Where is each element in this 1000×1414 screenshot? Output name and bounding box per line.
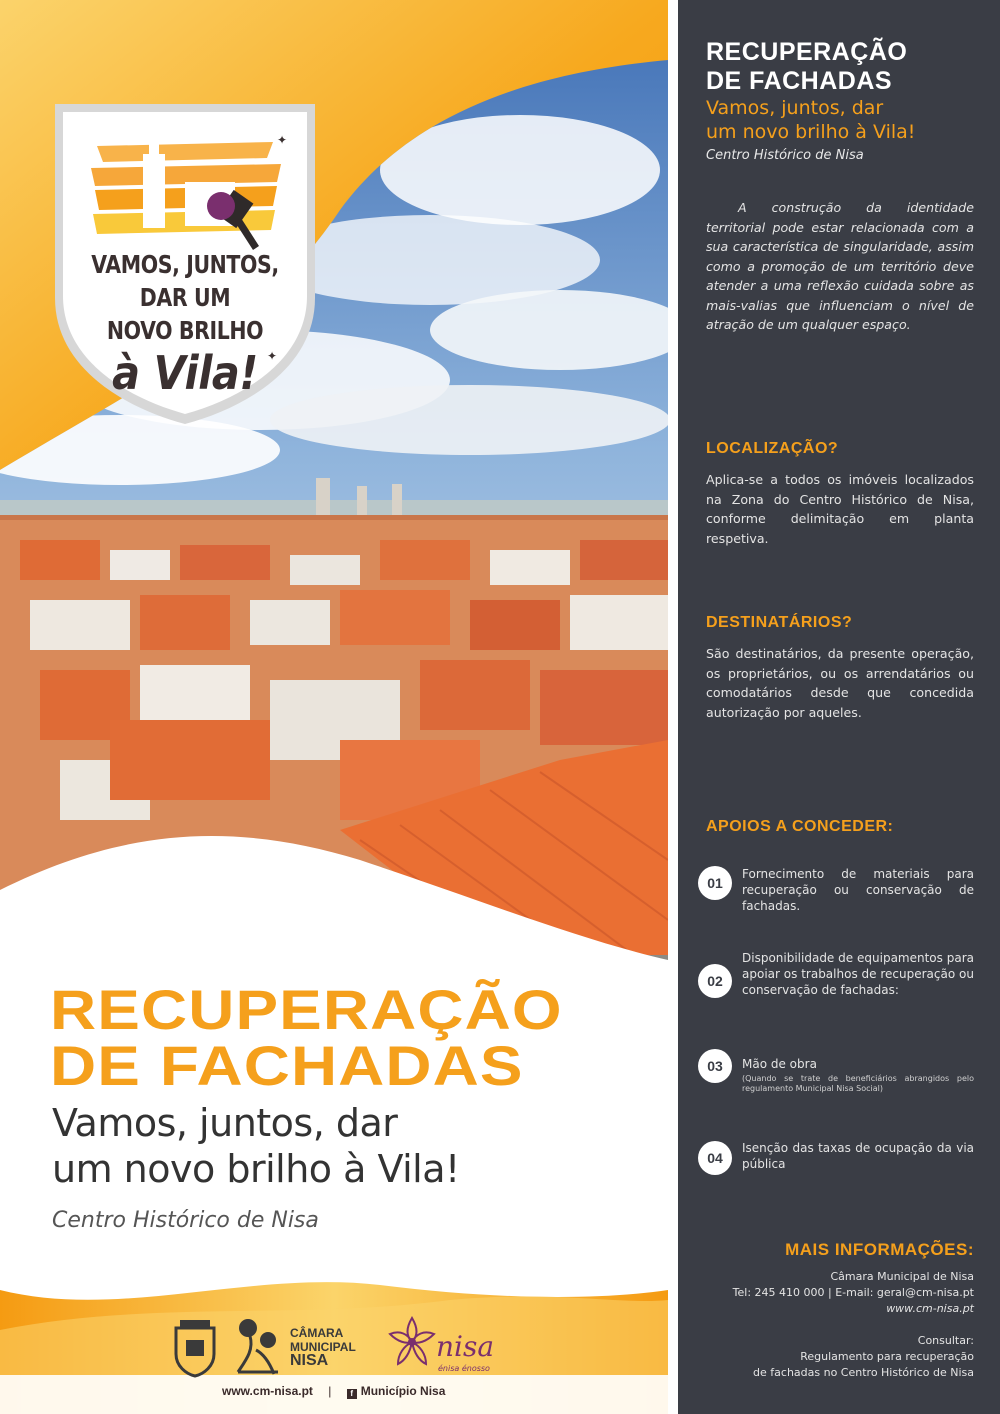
badge-line-2: DAR UM (139, 283, 231, 312)
nisa-brand-tagline: énisa énosso (438, 1364, 490, 1373)
svg-text:✦: ✦ (277, 133, 288, 147)
contact-name: Câmara Municipal de Nisa (830, 1270, 974, 1283)
support-item-label: Isenção das taxas de ocupação da via pública (742, 1141, 974, 1171)
svg-text:✦: ✦ (267, 349, 278, 363)
support-item-number: 02 (698, 964, 732, 998)
info-panel (678, 0, 1000, 1414)
nisa-brand: nisa (436, 1330, 495, 1363)
badge-line-1: VAMOS, JUNTOS, (91, 250, 279, 279)
support-item-text (742, 1140, 974, 1172)
support-item-note: (Quando se trate de beneficiários abrangidos pelo regulamento Municipal Nisa Social) (742, 1074, 974, 1093)
main-title (50, 978, 563, 1097)
council-name-line-3: NISA (290, 1352, 329, 1369)
main-subtitle (52, 1100, 460, 1192)
website-link[interactable]: www.cm-nisa.pt (222, 1384, 313, 1398)
location-heading: LOCALIZAÇÃO? (706, 440, 839, 457)
nisa-flower-logo-icon (384, 1312, 440, 1372)
footer-links (222, 1384, 445, 1399)
support-item-label: Mão de obra (742, 1057, 817, 1071)
consult-line-1: Regulamento para recuperação (800, 1350, 974, 1363)
consult-line-2: de fachadas no Centro Histórico de Nisa (753, 1366, 974, 1379)
main-place: Centro Histórico de Nisa (52, 1208, 319, 1233)
panel-intro: A construção da identidade territorial pode estar relacionada com a sua característica de singularidade, assim como a promoção de um território deve atender a uma reflexão cuidada sobre as mais-valias que influenciam o nível de atração de um qualquer espaço. (706, 200, 974, 332)
council-name-line-2: MUNICIPAL (290, 1340, 356, 1354)
council-name-line-1: CÂMARA (290, 1326, 344, 1340)
council-name (290, 1326, 356, 1368)
panel-place: Centro Histórico de Nisa (706, 148, 864, 163)
support-item-label: Disponibilidade de equipamentos para apoiar os trabalhos de recuperação ou conservação de fachadas: (742, 951, 974, 997)
main-subtitle-line-1: Vamos, juntos, dar (52, 1101, 398, 1145)
more-info-heading: MAIS INFORMAÇÕES: (785, 1240, 974, 1259)
panel-title-line-1: RECUPERAÇÃO (706, 38, 908, 66)
badge-line-3: NOVO BRILHO (106, 316, 264, 345)
coat-of-arms-icon (170, 1318, 220, 1378)
footer-logos (170, 1312, 510, 1382)
contact-phone-email: Tel: 245 410 000 | E-mail: geral@cm-nisa.pt (732, 1286, 974, 1299)
support-item-label: Fornecimento de materiais para recuperação ou conservação de fachadas. (742, 867, 974, 913)
support-item-text (742, 1056, 974, 1094)
contact-website[interactable]: www.cm-nisa.pt (886, 1302, 974, 1315)
panel-title (706, 38, 907, 96)
panel-subtitle-line-1: Vamos, juntos, dar (706, 97, 884, 119)
support-item-text (742, 950, 974, 998)
location-body: Aplica-se a todos os imóveis localizados na Zona do Centro Histórico de Nisa, conforme delimitação em planta respetiva. (706, 472, 974, 546)
main-title-line-2: DE FACHADAS (50, 1034, 524, 1097)
panel-subtitle-line-2: um novo brilho à Vila! (706, 121, 916, 143)
badge-line-4: à Vila! (112, 346, 258, 400)
panel-subtitle (706, 96, 915, 144)
main-title-line-1: RECUPERAÇÃO (50, 978, 563, 1041)
recipients-heading: DESTINATÁRIOS? (706, 614, 853, 631)
support-item-number: 03 (698, 1049, 732, 1083)
main-subtitle-line-2: um novo brilho à Vila! (52, 1147, 460, 1191)
support-heading: APOIOS A CONCEDER: (706, 818, 894, 835)
consult-label: Consultar: (917, 1334, 974, 1347)
panel-title-line-2: DE FACHADAS (706, 67, 893, 95)
facebook-icon: f (347, 1389, 357, 1399)
recipients-body: São destinatários, da presente operação, os proprietários, ou os arrendatários ou comodatários desde que concedida autorização por aqueles. (706, 646, 974, 720)
support-item-number: 01 (698, 866, 732, 900)
facebook-link[interactable]: Município Nisa (360, 1384, 446, 1398)
campaign-badge (45, 98, 325, 428)
support-item-number: 04 (698, 1141, 732, 1175)
support-item-text (742, 866, 974, 914)
flower-emblem-icon (230, 1314, 286, 1378)
footer-separator: | (328, 1384, 332, 1398)
